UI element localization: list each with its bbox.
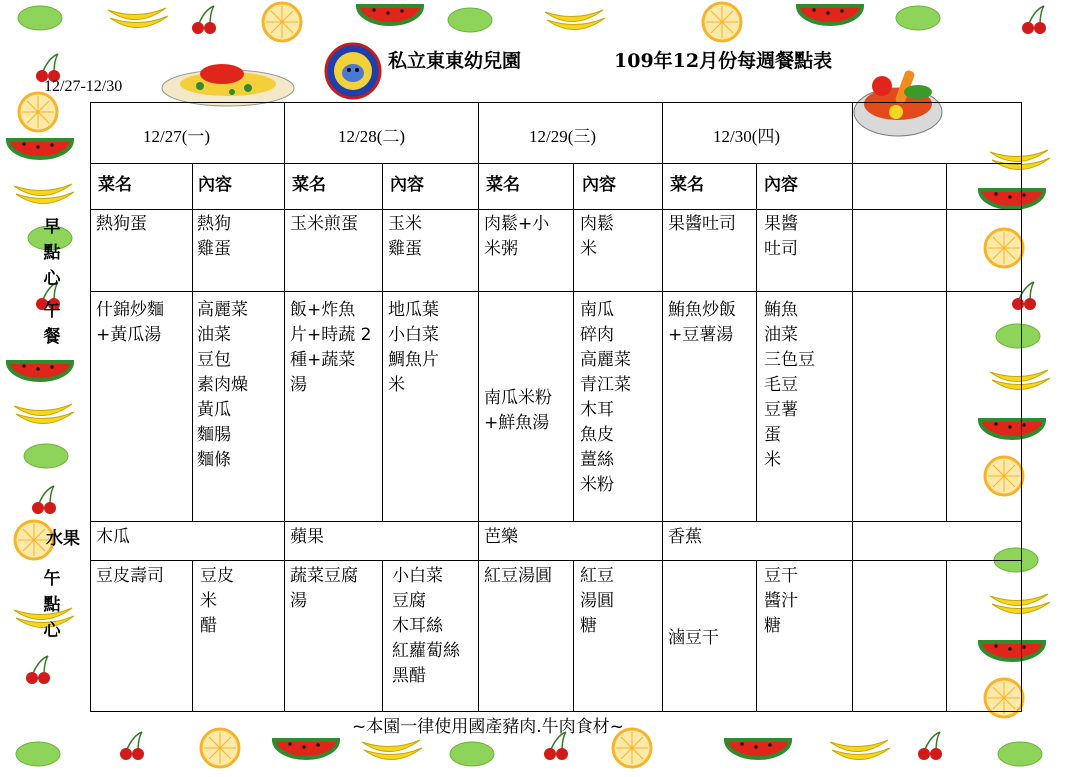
afternoon-content: 豆皮 米 醋: [200, 566, 234, 636]
subheader-dish: 菜名: [98, 175, 132, 195]
afternoon-dish: 紅豆湯圓: [484, 566, 552, 586]
subheader-content: 內容: [390, 175, 424, 195]
week-range: 12/27-12/30: [44, 78, 123, 95]
row-label-lunch: 午 餐: [43, 301, 61, 347]
lunch-content: 鮪魚 油菜 三色豆 毛豆 豆薯 蛋 米: [764, 300, 815, 470]
breakfast-content: 果醬 吐司: [764, 214, 798, 259]
afternoon-content: 紅豆 湯圓 糖: [580, 566, 614, 636]
row-label-afternoon-snack: 午 點 心: [43, 569, 61, 641]
afternoon-dish: 滷豆干: [668, 628, 719, 648]
day-header: 12/27(一): [143, 127, 211, 146]
day-header: 12/28(二): [338, 127, 406, 146]
fruit-item: 木瓜: [96, 527, 130, 547]
subheader-dish: 菜名: [486, 175, 520, 195]
afternoon-dish: 豆皮壽司: [96, 566, 164, 586]
breakfast-dish: 肉鬆+小 米粥: [484, 214, 550, 259]
lunch-content: 高麗菜 油菜 豆包 素肉燥 黃瓜 麵腸 麵條: [197, 300, 248, 470]
subheader-dish: 菜名: [670, 175, 704, 195]
afternoon-content: 小白菜 豆腐 木耳絲 紅蘿蔔絲 黑醋: [392, 566, 460, 686]
subheader-dish: 菜名: [292, 175, 326, 195]
fruit-item: 芭樂: [484, 527, 518, 547]
subheader-content: 內容: [582, 175, 616, 195]
lunch-dish: 什錦炒麵 +黃瓜湯: [96, 300, 164, 345]
row-label-breakfast: 早 點 心: [43, 217, 61, 289]
lunch-content: 地瓜葉 小白菜 鯛魚片 米: [388, 300, 439, 395]
breakfast-dish: 玉米煎蛋: [290, 214, 358, 234]
subheader-content: 內容: [198, 175, 232, 195]
fruit-item: 蘋果: [290, 527, 324, 547]
lunch-dish: 飯+炸魚 片+時蔬 2 種+蔬菜 湯: [290, 300, 372, 395]
fruit-item: 香蕉: [668, 527, 702, 547]
row-label-fruit: 水果: [46, 529, 80, 549]
breakfast-dish: 熱狗蛋: [96, 214, 147, 234]
subheader-content: 內容: [764, 175, 798, 195]
school-name: 私立東東幼兒園: [388, 50, 522, 72]
lunch-dish: 鮪魚炒飯 +豆薯湯: [668, 300, 736, 345]
breakfast-content: 熱狗 雞蛋: [197, 214, 231, 259]
day-header: 12/29(三): [529, 127, 597, 146]
lunch-content: 南瓜 碎肉 高麗菜 青江菜 木耳 魚皮 薑絲 米粉: [580, 300, 631, 495]
afternoon-dish: 蔬菜豆腐 湯: [290, 566, 358, 611]
breakfast-dish: 果醬吐司: [668, 214, 736, 234]
school-logo: [324, 42, 382, 100]
breakfast-content: 玉米 雞蛋: [388, 214, 422, 259]
footer-note: ~本園一律使用國產豬肉.牛肉食材~: [352, 717, 624, 737]
day-header: 12/30(四): [713, 127, 781, 146]
lunch-dish: 南瓜米粉 +鮮魚湯: [484, 388, 552, 433]
afternoon-content: 豆干 醬汁 糖: [764, 566, 798, 636]
breakfast-content: 肉鬆 米: [580, 214, 614, 259]
food-plate-icon: [162, 64, 294, 106]
menu-title: 109年12月份每週餐點表: [614, 50, 833, 72]
